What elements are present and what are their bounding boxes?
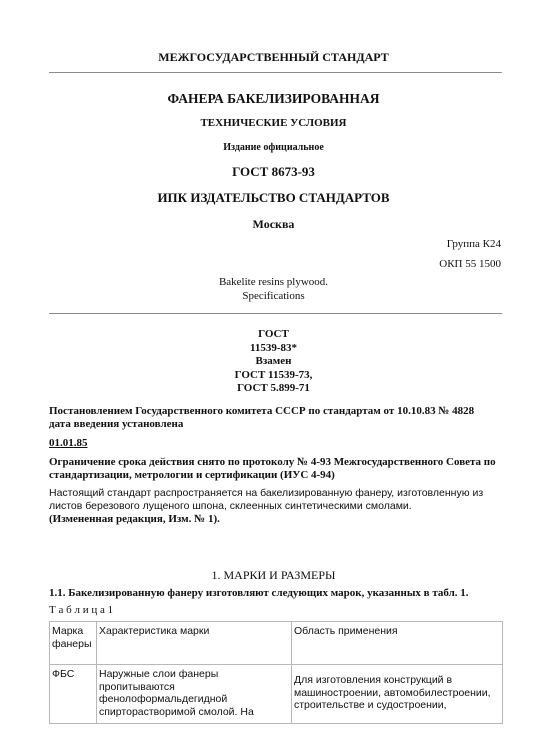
table-header-cell: Марка фанеры [50, 622, 97, 665]
publisher: ИПК ИЗДАТЕЛЬСТВО СТАНДАРТОВ [157, 190, 390, 205]
table-row [50, 665, 503, 724]
edition-label: Издание официальное [223, 142, 324, 153]
table-header-cell: Характеристика марки [97, 622, 292, 665]
city: Москва [252, 217, 295, 231]
replaces-line-5: ГОСТ 5.899-71 [237, 382, 310, 394]
grades-table [49, 621, 503, 724]
group-code: Группа К24 [446, 238, 501, 250]
effective-date: 01.01.85 [49, 437, 88, 449]
english-title-line-2: Specifications [242, 290, 305, 302]
table-header-cell: Область применения [292, 622, 503, 665]
replaces-line-3: Взамен [255, 355, 292, 367]
gost-number: ГОСТ 8673-93 [232, 164, 315, 179]
replaces-line-4: ГОСТ 11539-73, [234, 368, 313, 381]
replaces-line-2: 11539-83* [249, 341, 298, 354]
okp-code: ОКП 55 1500 [439, 258, 501, 270]
restriction-text: Ограничение срока действия снято по протоколу № 4-93 Межгосударственного Совета по стандартизации, метрологии и сертификации (ИУС 4-94) [49, 456, 496, 481]
document-title: ФАНЕРА БАКЕЛИЗИРОВАННАЯ [167, 91, 380, 106]
table-cell: ФБС [50, 665, 97, 724]
decree-text: Постановлением Государственного комитета СССР по стандартам от 10.10.83 № 4828 дата введения установлена [49, 405, 475, 430]
table-cell: Наружные слои фанеры пропитываются фенолоформальдегидной спирторастворимой смолой. На [97, 665, 292, 724]
section-title: 1. МАРКИ И РАЗМЕРЫ [211, 568, 336, 582]
document-subtitle: ТЕХНИЧЕСКИЕ УСЛОВИЯ [200, 117, 347, 129]
scope-text: Настоящий стандарт распространяется на бакелизированную фанеру, изготовленную из листов березового лущеного шпона, склеенных синтетическими смолами. [49, 487, 484, 512]
table-header-row [50, 622, 503, 665]
table-cell: Для изготовления конструкций в машиностроении, автомобилестроении, строительстве и судостроении, [292, 665, 503, 724]
english-title-line-1: Bakelite resins plywood. [218, 276, 329, 288]
amendment-note: (Измененная редакция, Изм. № 1). [49, 513, 220, 525]
replaces-block [0, 328, 547, 396]
replaces-line-1: ГОСТ [258, 328, 289, 340]
clause-text: 1.1. Бакелизированную фанеру изготовляют следующих марок, указанных в табл. 1. [49, 587, 469, 599]
top-divider [49, 72, 502, 73]
table-caption: Т а б л и ц а 1 [49, 604, 114, 616]
mid-divider [49, 313, 502, 314]
standard-header: МЕЖГОСУДАРСТВЕННЫЙ СТАНДАРТ [158, 50, 389, 64]
